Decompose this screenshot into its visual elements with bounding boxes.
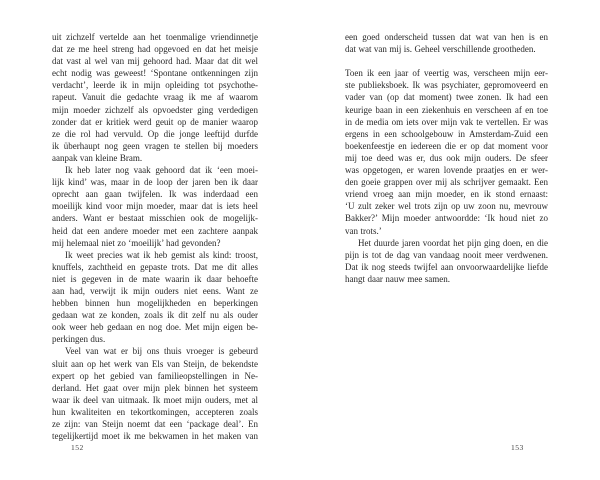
text-line: vader van (op dat moment) twee zonen. Ik had een xyxy=(345,92,548,103)
text-line: lijk kind’ was, maar in de loop der jaren ben ik daar xyxy=(52,177,258,188)
text-line: knuffels, zachtheid en gepaste trots. Dat me dit alles xyxy=(52,261,258,272)
text-line: ‘U zult zeker wel trots zijn op uw zoon nu, mevrouw xyxy=(345,201,548,212)
page-number-left: 152 xyxy=(71,443,84,452)
left-page-text xyxy=(52,31,258,442)
right-page-text xyxy=(345,31,548,285)
text-line: moeilijk kind voor mijn moeder, maar dat is iets heel xyxy=(52,201,258,212)
page-number-right: 153 xyxy=(511,443,524,452)
text-line: niet is gegeven in de mate waarin ik daar behoefte xyxy=(52,273,258,284)
text-line: aan had, verwijt ik mijn ouders niet eens. Want ze xyxy=(52,285,258,296)
text-line: pijn is tot de dag van vandaag nooit meer verdwenen. xyxy=(345,249,548,260)
text-line: verdacht’, leerde ik in mijn opleiding tot psychothe- xyxy=(52,80,258,91)
text-line: Toen ik een jaar of veertig was, verscheen mijn eer- xyxy=(345,68,548,79)
text-line: mijn moeder zichzelf als opvoedster ging verdedigen xyxy=(52,104,258,115)
text-line: aanpak van kleine Bram. xyxy=(52,152,143,163)
text-line: ook weer heb gedaan en nog doe. Met mijn eigen be- xyxy=(52,322,258,333)
text-line: vriend vroeg aan mijn moeder, en ik stond ernaast: xyxy=(345,189,548,200)
text-line: den goeie grappen over mij als schrijver gemaakt. Een xyxy=(345,177,548,188)
text-line: dat ze me heel streng had opgevoed en dat het meisje xyxy=(52,44,258,55)
text-line: Dat ik nog steeds twijfel aan onvoorwaardelijke liefde xyxy=(345,261,548,272)
text-line: hangt daar nauw mee samen. xyxy=(345,273,451,284)
text-line: zonder dat er kritiek werd geuit op de manier waarop xyxy=(52,116,258,127)
text-line: waar ik deel van uitmaak. Ik moet mijn ouders, met al xyxy=(52,394,258,405)
text-line: hun kwaliteiten en tekortkomingen, accepteren zoals xyxy=(52,406,258,417)
text-line: ze zijn: van Steijn noemt dat een ‘package deal’. En xyxy=(52,419,258,429)
text-line: mij helemaal niet zo ‘moeilijk’ had gevonden? xyxy=(52,237,221,248)
text-line: keurige baan in een ziekenhuis en verscheen af en toe xyxy=(345,104,548,115)
text-line: perkingen dus. xyxy=(52,334,106,345)
text-line: Veel van wat er bij ons thuis vroeger is gebeurd xyxy=(65,346,258,357)
text-line: van trots.’ xyxy=(345,225,382,236)
text-line: Bakker?’ Mijn moeder antwoordde: ‘Ik houd niet zo xyxy=(345,213,548,224)
text-line: rapeut. Vanuit die gedachte vraag ik me af waarom xyxy=(52,92,258,103)
text-line: Het duurde jaren voordat het pijn ging doen, en die xyxy=(358,237,548,248)
text-line: in de media om iets over mijn vak te vertellen. Er was xyxy=(345,116,548,127)
text-line: boekenfeestje en iedereen die er op dat moment voor xyxy=(345,140,548,151)
text-line: oprecht aan gaan twijfelen. Ik was inderdaad een xyxy=(52,189,258,200)
text-line: sluit aan op het werk van Els van Steijn, de bekendste xyxy=(52,358,258,369)
text-line: uit zichzelf vertelde aan het toenmalige vriendinnetje xyxy=(52,32,258,42)
text-line: een goed onderscheid tussen dat wat van hen is en xyxy=(345,32,548,42)
text-line: ergens in een schoolgebouw in Amsterdam-Zuid een xyxy=(345,128,548,139)
text-line: mij toe deed was er, dus ook mijn ouders. De sfeer xyxy=(345,152,548,163)
text-line: derland. Het gaat over mijn plek binnen het systeem xyxy=(52,382,258,393)
text-line: hebben binnen hun mogelijkheden en beperkingen xyxy=(52,298,258,309)
text-line: ste publieksboek. Ik was psychiater, gepromoveerd en xyxy=(345,80,548,91)
blank-line xyxy=(345,55,548,67)
text-line: echt nodig was geweest! ‘Spontane ontkenningen zijn xyxy=(52,68,258,79)
text-line: Ik heb later nog vaak gehoord dat ik ‘een moei- xyxy=(65,165,258,176)
text-line: dat wat van mij is. Geheel verschillende grootheden. xyxy=(345,44,536,55)
text-line: heid dat een andere moeder met een zachtere aanpak xyxy=(52,225,258,236)
text-line: ik überhaupt nog geen vragen te stellen bij moeders xyxy=(52,140,258,151)
text-line: tegelijkertijd moet ik me bekwamen in het maken van xyxy=(52,431,258,442)
text-line: Ik weet precies wat ik heb gemist als kind: troost, xyxy=(65,249,258,260)
text-line: was opgetogen, er waren lovende praatjes en er wer- xyxy=(345,165,548,176)
text-line: anders. Want er bestaat misschien ook de mogelijk- xyxy=(52,213,258,224)
text-line: gedaan wat ze konden, zoals ik dit zelf nu als ouder xyxy=(52,310,258,321)
text-line: dat vast al wel van mij gehoord had. Maar dat dit wel xyxy=(52,56,258,67)
text-line: ze die rol had vervuld. Op die jonge leeftijd durfde xyxy=(52,128,258,139)
text-line: expert op het gebied van familieopstellingen in Ne- xyxy=(52,370,258,381)
